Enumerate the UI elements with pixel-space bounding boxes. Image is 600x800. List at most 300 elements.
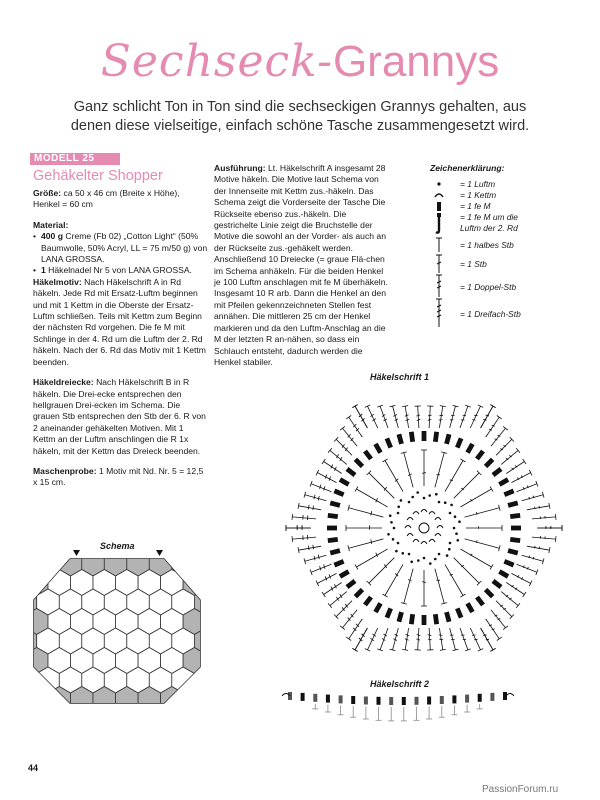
schema-hexagon [206,648,229,674]
chart1-stitch-top [316,470,319,475]
chart1-label: Häkelschrift 1 [370,372,430,382]
chart1-chain-dot [393,527,396,530]
chart1-stitch-line [429,406,430,428]
chart1-stitch-top [549,503,550,509]
legend-item [430,254,580,274]
page-title [0,36,600,98]
title-script-part: Sechseck- [100,36,333,87]
chart1-stitch-line [349,508,384,517]
chart1-stitch-top [352,648,357,651]
chart1-single-crochet [328,513,339,519]
chart1-stitch-cross [371,539,372,544]
chart1-chain-dot [411,496,414,499]
chart1-stitch-line [435,453,444,488]
chart1-chain-dot [428,494,431,497]
chart1-stitch-top [402,406,408,407]
chart1-stitch-line [439,628,442,650]
gauge-text: 1 Motiv mit Nd. Nr. 5 = 12,5 x 15 cm. [33,465,204,488]
schema-label: Schema [100,541,135,551]
chart2-single-crochet [377,697,381,705]
double-crochet-icon [434,254,460,274]
chart1-slip-stitch [437,526,443,529]
chart1-single-crochet [455,437,463,448]
chart2-single-crochet [326,695,330,703]
schema-hexagon [14,706,37,732]
chart1-stitch-cross [308,505,309,510]
chart1-chain-dot [397,506,400,509]
chart1-stitch-line [305,555,327,561]
chart1-stitch-line [368,628,378,650]
chart2-single-crochet [427,697,431,705]
schema-hexagon [206,570,229,596]
schema-hexagon [14,628,37,654]
chart1-chain-dot [438,553,441,556]
chart1-single-crochet [503,559,514,567]
chart1-stitch-cross [416,639,420,640]
chart1-stitch-line [418,628,419,650]
chart1-stitch-top [292,536,293,542]
chart1-single-crochet [385,607,393,618]
chart1-single-crochet [510,513,521,519]
chart1-stitch-line [404,453,413,488]
chart1-stitch-line [511,573,530,583]
execution-paragraph [214,163,389,368]
chart1-stitch-line [299,506,322,510]
chart2-single-crochet [415,697,419,705]
chart1-stitch-cross [486,639,489,640]
slip-stitch-arc-icon [434,190,460,201]
chart1-chain-dot [449,512,452,515]
chart1-stitch-top [549,547,550,553]
legend-item [430,274,580,298]
chart1-single-crochet [327,526,337,531]
chart1-stitch-line [380,406,388,428]
chart1-stitch-line [491,610,506,628]
legend-item-label: = 1 fe M um die Luftm der 2. Rd [460,212,518,233]
chart1-chain-dot [453,527,456,530]
chart1-stitch-top [529,581,532,586]
chart1-single-crochet [354,588,364,598]
chart1-stitch-top [382,459,387,462]
chart2-single-crochet [351,696,355,704]
chart1-single-crochet [409,432,415,443]
chart1-chain-dot [449,542,452,545]
chart1-single-crochet [465,443,474,454]
legend-item [430,236,580,254]
chart1-single-crochet [433,432,439,443]
title-main-part: Grannys [332,37,500,86]
schema-hex-group [14,550,228,732]
chart1-single-crochet [444,434,451,445]
legend-item-label: = 1 Stb [460,259,487,269]
chart1-stitch-top [523,459,526,464]
chart1-stitch-cross [439,635,443,636]
chart1-chain-dot [416,491,419,494]
chart1-stitch-line [355,628,367,650]
chart1-stitch-line [527,506,550,510]
chart1-slip-stitch [435,534,441,537]
chart1-stitch-top [316,581,319,586]
chart1-single-crochet [444,611,451,622]
chart1-slip-stitch [421,542,427,545]
chart1-single-crochet [507,548,518,555]
chart1-stitch-line [445,564,463,595]
chart1-stitch-line [369,473,395,499]
chart1-stitch-line [292,517,316,519]
chart1-stitch-cross [428,635,432,636]
schema-hexagon [149,706,172,732]
chart1-stitch-line [418,406,419,428]
schema-hexagon [104,706,127,732]
chart1-stitch-cross [314,556,315,561]
chart2-single-crochet [402,697,406,705]
chart1-stitches [286,405,562,652]
triangle-text: Nach Häkelschrift B in R häkeln. Die Drei-ecke entsprechen den hellgrauen Drei-ecken im Schema. Die grauen Stb entsprechen den Stb der 6. R von 2 aneinander gehäkelten Motiven. Mit 1 Kettm an der Luftm anschlingen die R 1x häkeln, mit der Kettm das Dreieck beenden. [33,377,206,456]
chart1-single-crochet [422,615,427,625]
chart1-stitch-line [355,406,367,428]
chart1-stitch-line [311,484,331,492]
schema-hexagon [194,706,217,732]
treble-crochet-icon [434,274,460,298]
chart1-stitch-top [497,416,502,419]
chart1-stitch-line [343,428,358,446]
chart1-chain-dot [397,542,400,545]
material-item-yarn [33,231,208,265]
chart1-slip-stitch [435,518,441,521]
chart1-stitch-line [454,473,480,499]
chart2-single-crochet [452,695,456,703]
chart2-single-crochet [490,693,494,701]
legend-title: Zeichenerklärung: [430,163,505,173]
chart1-single-crochet [373,443,382,454]
chart1-single-crochet [363,596,373,607]
chart1-single-crochet [422,431,427,441]
chart2-single-crochet [389,697,393,705]
watermark: PassionForum.ru [482,784,559,795]
chart1-stitch-cross [489,429,492,430]
schema-hexagon [59,706,82,732]
chart1-stitch-line [357,489,388,507]
chart1-stitch-line [385,461,403,492]
triple-treble-crochet-icon [434,298,460,328]
chart1-stitch-top [556,536,557,542]
chart2-single-crochet [440,696,444,704]
chart1-chain-dot [448,548,451,551]
chart1-stitch-line [305,495,327,501]
chart1-chain-dot [395,550,398,553]
chart1-slip-stitch [407,534,413,537]
chart1-single-crochet [346,467,357,477]
chart1-stitch-line [369,558,395,584]
chart1-stitch-cross [313,545,314,550]
chart1-stitch-top [298,547,299,553]
chart1-stitch-cross [439,420,443,421]
chart1-stitch-top [322,592,325,597]
chart1-stitch-line [393,406,399,428]
chart1-stitch-line [460,628,468,650]
schema-hexagon [172,706,195,732]
chart1-stitch-line [317,473,336,483]
chart1-chain-dot [402,552,405,555]
chain-dot-icon [434,179,460,190]
chart1-single-crochet [492,467,503,477]
chart1-stitch-cross [314,495,315,500]
chart1-stitch-line [501,592,518,606]
chart1-single-crochet [339,477,350,486]
chart2-slip-stitch [506,694,514,697]
chart1-stitch-line [481,628,493,650]
chart1-single-crochet [373,602,382,613]
chart1-stitch-top [355,486,358,491]
material-hook-amount: 1 [41,265,46,276]
chart1-stitch-cross [318,496,319,501]
chart1-stitch-line [405,406,408,428]
chart1-stitch-line [445,461,463,492]
material-heading [33,220,208,231]
legend-item [430,179,580,190]
chart1-chain-dot [423,557,426,560]
chart1-stitch-line [511,473,530,483]
chart1-stitch-line [517,564,537,572]
instructions-column-2 [214,163,389,377]
schema-hexagon [37,706,60,732]
chart1-slip-stitch [405,526,411,529]
motif-label: Häkelmotiv: [33,276,82,287]
chart1-stitch-cross [422,472,426,473]
schema-hexagon-grid [14,550,228,732]
chart1-stitch-line [429,628,430,650]
chart1-single-crochet [333,559,344,567]
schema-hexagon [127,706,150,732]
execution-label: Ausführung: [214,163,266,173]
gauge-paragraph [33,466,208,489]
chart1-stitch-top [440,649,446,650]
chart1-stitch-line [506,462,524,474]
chart1-stitch-cross [416,415,420,416]
chart1-stitch-line [460,549,491,567]
chart1-stitch-cross [422,582,426,583]
page-number: 44 [28,763,39,773]
chart1-chain-dot [444,501,447,504]
chart1-chain-dot [400,499,403,502]
chart1-stitch-top [497,637,502,640]
crochet-chart-2 [280,688,520,728]
legend-item-label: = 1 fe M [460,201,491,211]
chart1-stitch-top [382,594,387,597]
chart2-label: Häkelschrift 2 [370,679,430,689]
chart1-stitch-top [298,503,299,509]
chart1-stitch-top [490,486,493,491]
schema-hexagon [206,687,229,713]
chart1-chain-dot [446,554,449,557]
chart1-chain-dot [390,521,393,524]
chart1-stitch-cross [450,480,453,481]
intro-text: Ganz schlicht Ton in Ton sind die sechseckigen Grannys gehalten, aus denen diese vielseitige, einfach schöne Tasche zusammengesetzt wird. [70,99,530,134]
schema-hexagon [194,667,217,693]
chart1-stitch-line [349,619,363,639]
chart1-chain-dot [457,539,460,542]
legend-item [430,212,580,236]
chart1-stitch-top [322,459,325,464]
chart1-single-crochet [328,537,339,543]
motif-text: Nach Häkelschrift A in Rd häkeln. Jede Rd mit Ersatz-Luftm beginnen und mit 1 Kettm in die Oberste der Ersatz-Luftm schließen. Teils mit Kettm zum Beginn der nächsten Rd vorgehen. Die fe M mit Schlinge in der 4. Rd um die Luftm der 2. Rd häkeln. Nach der 6. Rd das Motiv mit 1 Kettm beenden. [33,276,206,367]
schema-hexagon [194,550,217,576]
schema-hexagon [206,609,229,635]
chart1-stitch-line [496,439,512,455]
chart1-stitch-top [352,405,357,408]
chart1-single-crochet [498,569,509,578]
chart1-chain-dot [455,532,458,535]
chart1-stitch-line [299,546,322,550]
chart1-stitch-line [501,450,518,464]
chart1-stitch-line [330,592,347,606]
chart1-slip-stitch [429,539,435,542]
chart1-stitch-line [343,610,358,628]
chart1-stitch-top [556,514,557,520]
chart1-single-crochet [397,611,404,622]
chart1-stitch-top [355,564,358,569]
size-paragraph [33,188,208,211]
chart1-single-crochet [330,548,341,555]
chart1-stitch-top [346,416,351,419]
chart1-chain-dot [429,562,432,565]
chart1-stitch-line [336,601,352,617]
handle-marker-right-icon [156,550,163,556]
chart1-stitch-line [522,495,544,501]
chart1-stitch-top [402,649,408,650]
chart1-stitch-cross [440,639,444,640]
material-yarn-text: Creme (Fb 02) „Cotton Light“ (50% Baumwolle, 50% Acryl, LL = 75 m/50 g) von LANA GROSSA. [41,231,208,265]
chart1-stitch-top [490,648,495,651]
chart1-stitch-cross [483,420,486,421]
chart1-stitch-line [404,569,413,604]
chart1-stitch-top [523,592,526,597]
chart1-stitch-cross [483,635,486,636]
chart1-stitch-line [496,601,512,617]
chart1-chain-dot [408,553,411,556]
chart1-stitch-line [460,489,491,507]
chart1-slip-stitch [413,539,419,542]
chart1-chain-dot [434,558,437,561]
chart1-stitch-line [465,539,500,548]
chart1-stitch-top [440,406,446,407]
chart2-single-crochet [301,693,305,701]
chart1-single-crochet [484,588,494,598]
chart1-stitch-top [490,405,495,408]
chart1-stitch-line [454,558,480,584]
chart1-stitch-line [527,546,550,550]
symbol-legend [430,163,580,328]
chart1-stitch-line [486,417,500,437]
chart2-single-crochet [465,695,469,703]
chart1-single-crochet [354,458,364,468]
chart1-chain-dot [458,520,461,523]
chart2-single-crochet [313,694,317,702]
chart2-stitches [282,692,514,721]
chart1-single-crochet [492,579,503,589]
chart1-single-crochet [433,614,439,625]
chart1-stitch-line [486,619,500,639]
chart1-stitch-line [532,537,556,539]
chart1-chain-dot [438,501,441,504]
schema-hexagon [14,667,37,693]
schema-hexagon [37,550,60,576]
chart1-stitch-cross [472,635,475,636]
chart1-stitch-top [292,514,293,520]
schema-hexagon [183,687,206,713]
chart1-single-crochet [385,437,393,448]
chart1-stitch-top [490,564,493,569]
chart1-stitch-line [336,439,352,455]
chart1-stitch-line [311,564,331,572]
chart1-stitch-line [317,573,336,583]
chart1-stitch-line [491,428,506,446]
size-text: ca 50 x 46 cm (Breite x Höhe), Henkel = 60 cm [33,188,180,210]
chart1-single-crochet [397,434,404,445]
chart1-single-crochet [503,489,514,497]
chart1-chain-dot [392,538,395,541]
chart1-stitch-top [529,470,532,475]
chart2-single-crochet [478,694,482,702]
gauge-label: Maschenprobe: [33,465,97,476]
long-single-crochet-icon [434,212,460,236]
chart1-stitch-line [470,406,480,428]
crochet-chart-1 [268,383,580,673]
chart1-single-crochet [346,579,357,589]
chart1-single-crochet [363,450,373,461]
chart1-stitch-cross [417,635,421,636]
size-label: Größe: [33,188,62,198]
triangle-label: Häkeldreiecke: [33,377,94,388]
chart1-stitch-line [450,406,456,428]
chart1-chain-dot [435,493,438,496]
chart1-stitch-top [460,594,465,597]
legend-item [430,201,580,212]
chart1-chain-dot [410,561,413,564]
model-badge: MODELL 25 [30,153,120,165]
half-double-crochet-icon [434,236,460,254]
model-name: Gehäkelter Shopper [33,168,163,184]
legend-item-label: = 1 Doppel-Stb [460,282,517,292]
instructions-column-1 [33,188,208,498]
legend-item [430,190,580,201]
triangle-paragraph [33,377,208,457]
chart1-stitch-line [292,537,316,539]
chart1-stitch-top [460,459,465,462]
chart1-stitch-cross [474,415,477,416]
chart1-stitch-cross [472,420,475,421]
chart2-single-crochet [339,695,343,703]
chart1-stitch-line [435,569,444,604]
chart1-stitch-cross [450,574,453,575]
schema-diagram [30,545,210,710]
chart1-stitch-line [349,417,363,437]
chart1-stitch-cross [440,415,444,416]
chart1-chain-dot [454,515,457,518]
chart1-stitch-cross [428,415,432,416]
chart1-single-crochet [484,458,494,468]
chart1-chain-dot [397,512,400,515]
chart1-chain-dot [387,533,390,536]
chart1-single-crochet [475,450,485,461]
chart1-stitch-cross [318,555,319,560]
chart1-stitch-cross [313,506,314,511]
chart1-single-crochet [507,501,518,508]
chart1-stitch-line [324,462,342,474]
chart1-chain-dot [450,504,453,507]
chart1-stitch-line [439,406,442,428]
chart1-stitch-cross [308,546,309,551]
